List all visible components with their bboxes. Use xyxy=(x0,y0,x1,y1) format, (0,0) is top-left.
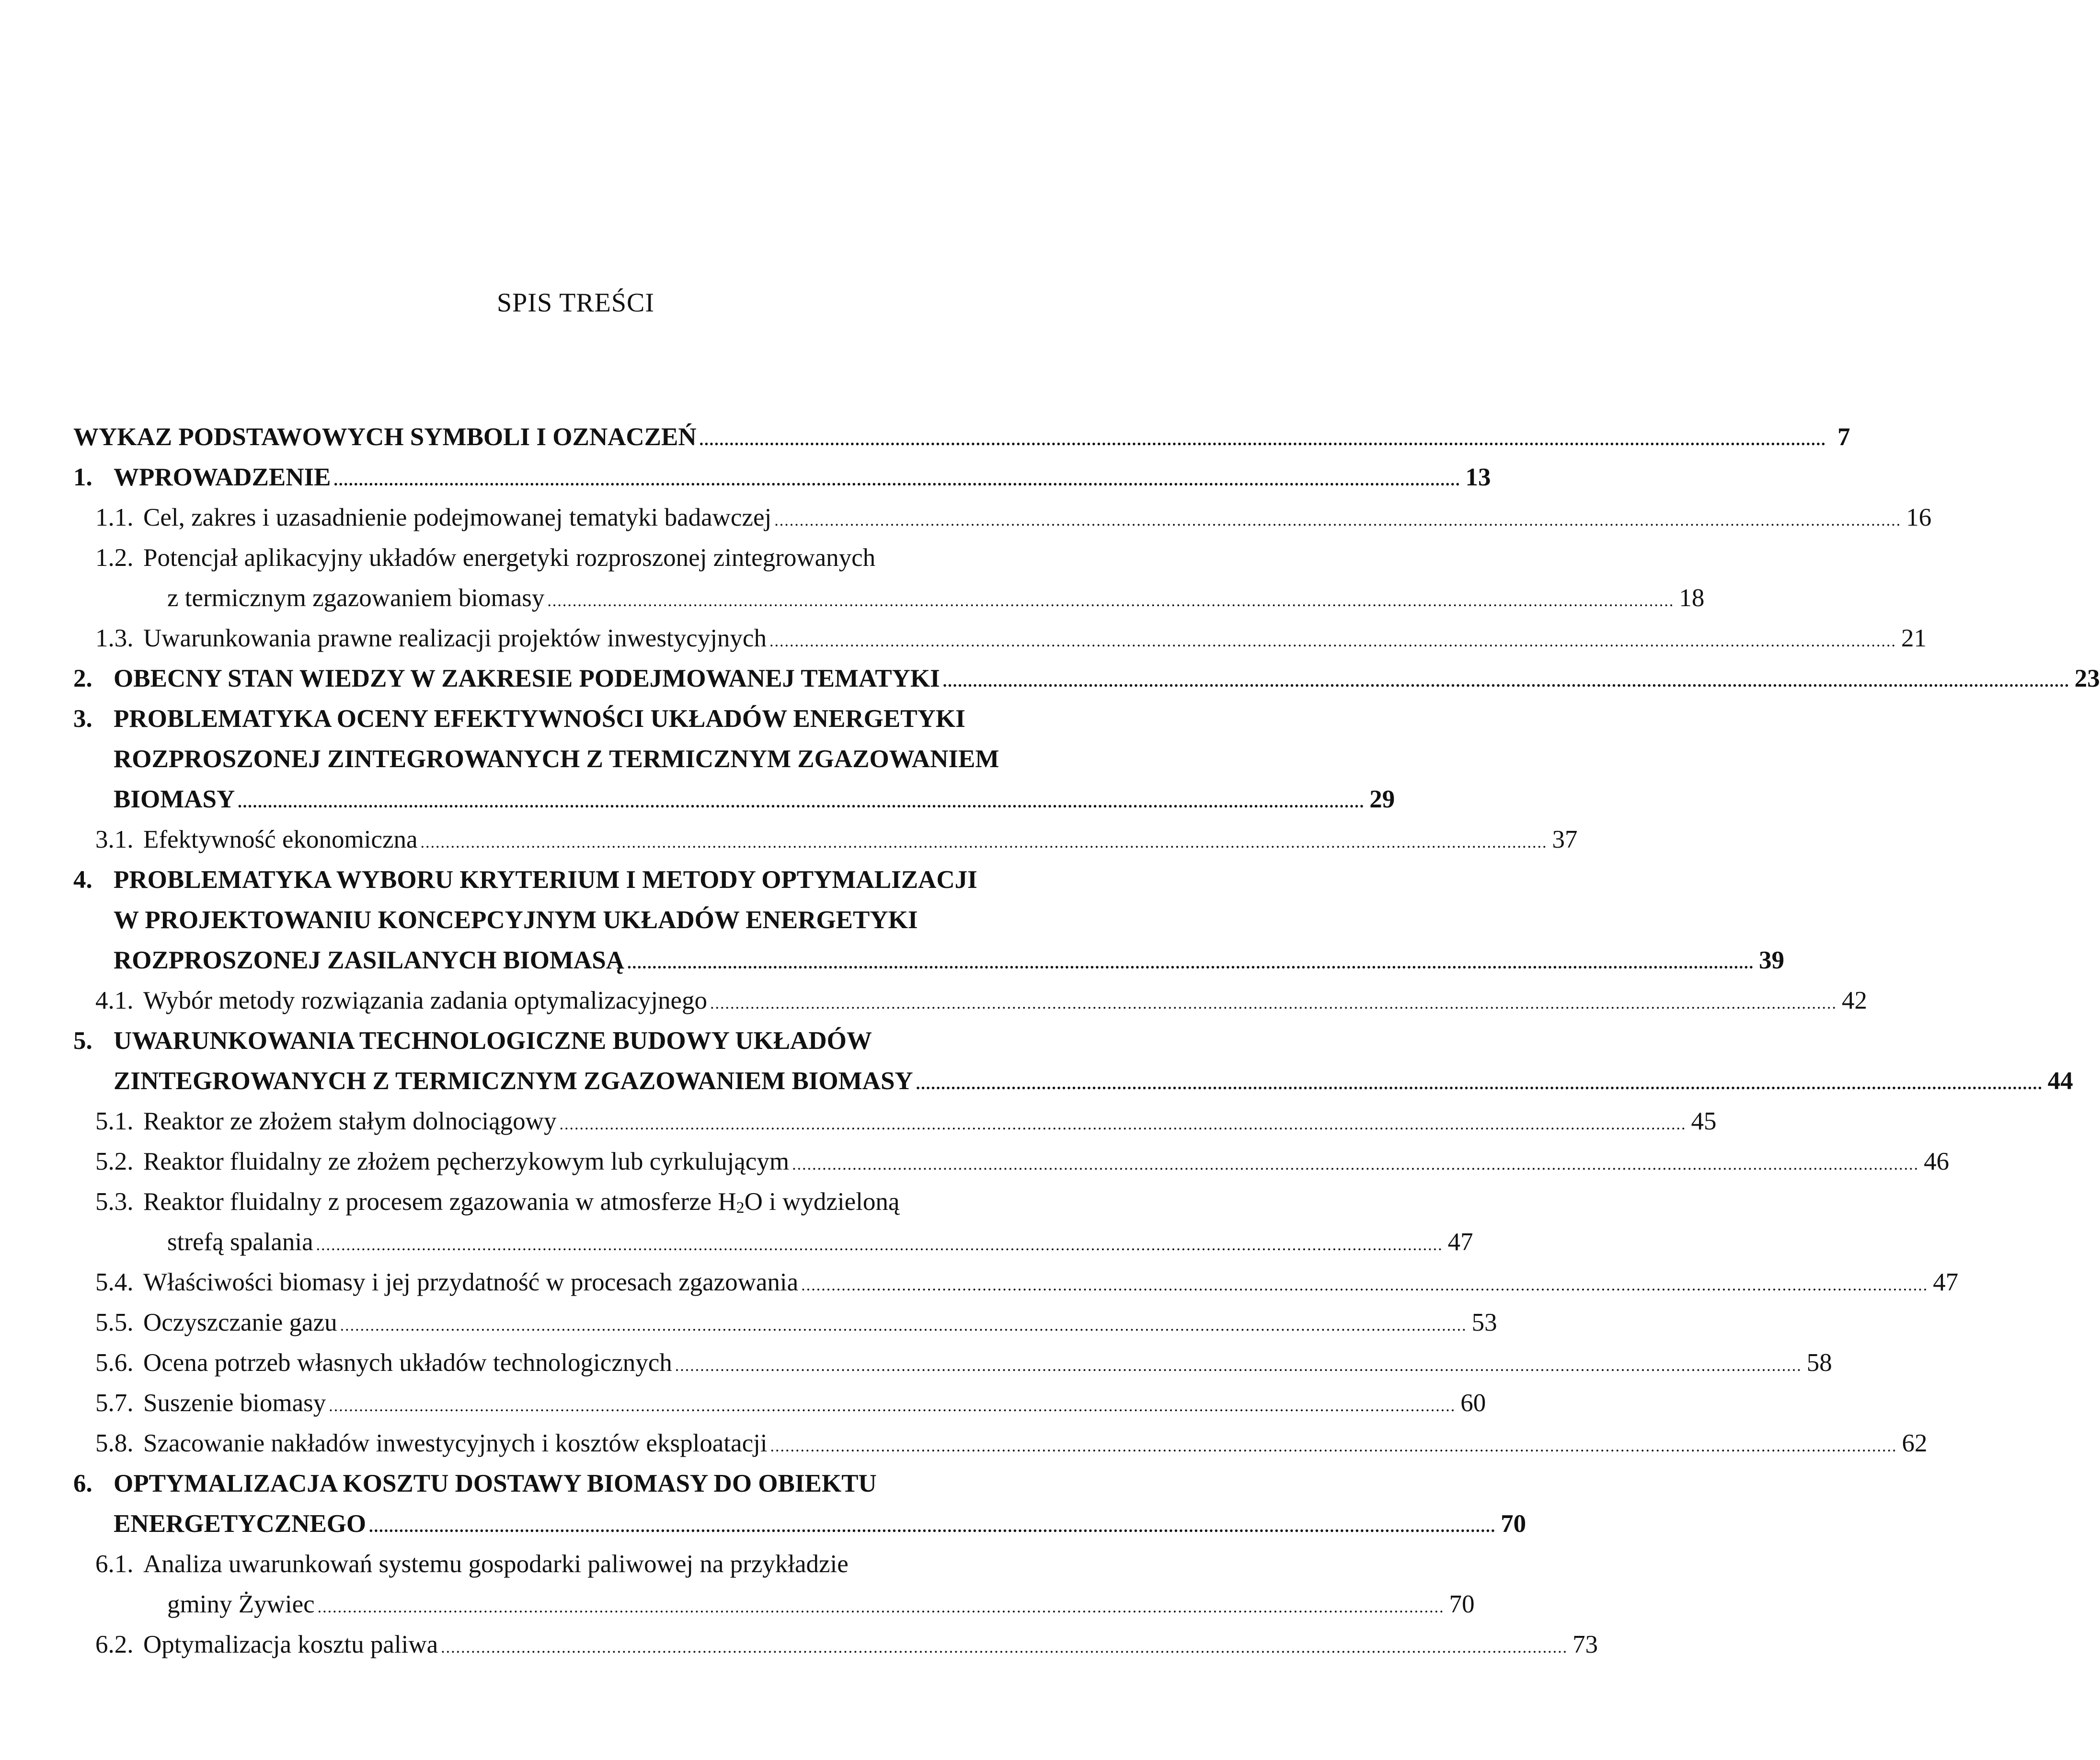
toc-entry[interactable] xyxy=(73,1262,1959,1302)
toc-entry-label: UWARUNKOWANIA TECHNOLOGICZNE BUDOWY UKŁADÓW xyxy=(114,1027,872,1055)
toc-entry-label: Cel, zakres i uzasadnienie podejmowanej tematyki badawczej xyxy=(143,504,772,531)
leader-dots: ................................................................................................................................................................................................................................ xyxy=(559,1116,1687,1133)
leader-dots: ................................................................................................................................................................................................................................ xyxy=(916,1075,2043,1093)
toc-entry[interactable] xyxy=(73,417,1850,457)
leader-dots: ................................................................................................................................................................................................................................ xyxy=(770,1438,1897,1455)
leader-dots: ................................................................................................................................................................................................................................ xyxy=(547,592,1675,610)
toc-entry[interactable] xyxy=(73,980,1868,1021)
toc-entry-label: ROZPROSZONEJ ZASILANYCH BIOMASĄ xyxy=(114,946,625,974)
toc-entry[interactable] xyxy=(73,819,1578,860)
leader-dots: ................................................................................................................................................................................................................................ xyxy=(627,955,1755,972)
toc-entry[interactable] xyxy=(73,1141,1950,1182)
toc-entry-page: 29 xyxy=(1369,785,1395,813)
toc-entry-page: 18 xyxy=(1679,584,1705,612)
toc-entry-page: 47 xyxy=(1933,1268,1959,1296)
toc-entry-label: Reaktor ze złożem stałym dolnociągowy xyxy=(143,1107,557,1135)
leader-dots: ................................................................................................................................................................................................................................ xyxy=(942,673,2070,690)
leader-dots: ................................................................................................................................................................................................................................ xyxy=(333,472,1461,489)
toc-entry-label: Potencjał aplikacyjny układów energetyki rozproszonej zintegrowanych xyxy=(143,544,876,572)
toc-entry[interactable] xyxy=(73,1463,1060,1504)
toc-entry-label: strefą spalania xyxy=(167,1228,313,1256)
toc-entry[interactable] xyxy=(73,1423,1928,1463)
toc-entry-number: 1. xyxy=(73,463,92,491)
toc-entry-label: Wybór metody rozwiązania zadania optymalizacyjnego xyxy=(143,987,708,1014)
leader-dots: ................................................................................................................................................................................................................................ xyxy=(316,1236,1443,1254)
leader-dots: ................................................................................................................................................................................................................................ xyxy=(699,431,1826,449)
toc-entry-number: 5.3. xyxy=(95,1188,134,1216)
toc-entry-label: WPROWADZENIE xyxy=(114,463,331,491)
toc-entry-page: 73 xyxy=(1572,1631,1598,1658)
toc-entry-label: PROBLEMATYKA OCENY EFEKTYWNOŚCI UKŁADÓW ENERGETYKI xyxy=(114,705,965,733)
toc-entry[interactable] xyxy=(73,1383,1486,1423)
toc-entry-number: 5.8. xyxy=(95,1429,134,1457)
table-of-contents xyxy=(73,417,2100,1665)
toc-entry-continuation[interactable] xyxy=(73,578,1705,618)
leader-dots: ................................................................................................................................................................................................................................ xyxy=(441,1639,1568,1656)
toc-entry-label: PROBLEMATYKA WYBORU KRYTERIUM I METODY OPTYMALIZACJI xyxy=(114,866,977,894)
toc-entry[interactable] xyxy=(73,457,1491,497)
toc-entry-number: 5.2. xyxy=(95,1148,134,1175)
subscript: 2 xyxy=(736,1199,745,1217)
toc-entry-label: Reaktor fluidalny ze złożem pęcherzykowym lub cyrkulującym xyxy=(143,1148,790,1175)
toc-entry-continuation[interactable] xyxy=(73,779,1395,819)
toc-entry-page: 21 xyxy=(1901,624,1927,652)
toc-entry-page: 62 xyxy=(1902,1429,1928,1457)
toc-entry-page: 45 xyxy=(1691,1107,1717,1135)
toc-entry-number: 3.1. xyxy=(95,826,134,853)
toc-entry[interactable] xyxy=(73,1021,1060,1061)
page-title: SPIS TREŚCI xyxy=(497,288,654,318)
toc-entry-page: 16 xyxy=(1906,504,1932,531)
toc-entry-label: WYKAZ PODSTAWOWYCH SYMBOLI I OZNACZEŃ xyxy=(73,423,697,451)
toc-entry[interactable] xyxy=(73,1182,1060,1222)
label-text: Reaktor fluidalny z procesem zgazowania w atmosferze H xyxy=(143,1188,736,1216)
toc-entry-label: Optymalizacja kosztu paliwa xyxy=(143,1631,438,1658)
toc-entry[interactable] xyxy=(73,658,2100,699)
toc-entry-page: 13 xyxy=(1465,463,1491,491)
toc-entry-number: 1.1. xyxy=(95,504,134,531)
toc-entry-number: 1.2. xyxy=(95,544,134,572)
toc-entry-label: OPTYMALIZACJA KOSZTU DOSTAWY BIOMASY DO OBIEKTU xyxy=(114,1470,877,1497)
toc-entry-label: OBECNY STAN WIEDZY W ZAKRESIE PODEJMOWANEJ TEMATYKI xyxy=(114,665,940,692)
toc-entry-label: Ocena potrzeb własnych układów technologicznych xyxy=(143,1349,672,1377)
leader-dots: ................................................................................................................................................................................................................................ xyxy=(792,1156,1919,1173)
toc-entry-label: ROZPROSZONEJ ZINTEGROWANYCH Z TERMICZNYM ZGAZOWANIEM xyxy=(114,745,999,773)
toc-entry-continuation[interactable] xyxy=(73,1222,1473,1262)
toc-entry-number: 5.5. xyxy=(95,1309,134,1336)
toc-entry-page: 39 xyxy=(1759,946,1785,974)
toc-entry-number: 6. xyxy=(73,1470,92,1497)
toc-entry-label: Uwarunkowania prawne realizacji projektów inwestycyjnych xyxy=(143,624,767,652)
toc-entry-page: 44 xyxy=(2047,1067,2073,1095)
toc-entry-number: 1.3. xyxy=(95,624,134,652)
toc-entry-label: gminy Żywiec xyxy=(167,1590,315,1618)
leader-dots: ................................................................................................................................................................................................................................ xyxy=(329,1397,1456,1415)
toc-entry-number: 5. xyxy=(73,1027,92,1055)
leader-dots: ................................................................................................................................................................................................................................ xyxy=(675,1357,1802,1375)
toc-entry-label: ENERGETYCZNEGO xyxy=(114,1510,367,1538)
toc-entry-label: Analiza uwarunkowań systemu gospodarki paliwowej na przykładzie xyxy=(143,1550,849,1578)
toc-entry-label: ZINTEGROWANYCH Z TERMICZNYM ZGAZOWANIEM BIOMASY xyxy=(114,1067,913,1095)
toc-entry-continuation[interactable] xyxy=(73,940,1785,980)
toc-entry-page: 70 xyxy=(1501,1510,1526,1538)
toc-entry-page: 60 xyxy=(1460,1389,1486,1417)
toc-entry-label: BIOMASY xyxy=(114,785,235,813)
toc-entry-number: 5.1. xyxy=(95,1107,134,1135)
leader-dots: ................................................................................................................................................................................................................................ xyxy=(369,1518,1496,1536)
toc-entry-page: 42 xyxy=(1842,987,1868,1014)
toc-entry[interactable] xyxy=(73,538,1060,578)
leader-dots: ................................................................................................................................................................................................................................ xyxy=(774,512,1902,529)
label-text: O i wydzieloną xyxy=(744,1188,900,1216)
toc-entry-label: Suszenie biomasy xyxy=(143,1389,326,1417)
toc-entry-number: 6.1. xyxy=(95,1550,134,1578)
leader-dots: ................................................................................................................................................................................................................................ xyxy=(317,1599,1445,1616)
toc-entry-number: 4. xyxy=(73,866,92,894)
toc-entry-label: W PROJEKTOWANIU KONCEPCYJNYM UKŁADÓW ENERGETYKI xyxy=(114,906,918,934)
toc-entry[interactable] xyxy=(73,497,1932,538)
toc-entry-page: 37 xyxy=(1552,826,1578,853)
toc-entry[interactable] xyxy=(73,1544,1060,1584)
toc-entry-label: Oczyszczanie gazu xyxy=(143,1309,337,1336)
toc-entry[interactable] xyxy=(73,1101,1717,1141)
toc-entry-number: 5.4. xyxy=(95,1268,134,1296)
toc-entry[interactable] xyxy=(73,1343,1832,1383)
toc-entry-number: 5.7. xyxy=(95,1389,134,1417)
leader-dots: ................................................................................................................................................................................................................................ xyxy=(420,834,1548,851)
toc-entry-number: 3. xyxy=(73,705,92,733)
leader-dots: ................................................................................................................................................................................................................................ xyxy=(801,1277,1928,1294)
leader-dots: ................................................................................................................................................................................................................................ xyxy=(238,794,1365,811)
toc-entry[interactable] xyxy=(73,1624,1598,1665)
toc-entry-page: 23 xyxy=(2074,665,2100,692)
toc-entry-page: 53 xyxy=(1471,1309,1497,1336)
toc-entry-label: Szacowanie nakładów inwestycyjnych i kosztów eksploatacji xyxy=(143,1429,768,1457)
toc-entry[interactable] xyxy=(73,1302,1497,1343)
toc-entry-continuation[interactable] xyxy=(73,1061,2073,1101)
toc-entry-page: 70 xyxy=(1449,1590,1475,1618)
toc-entry-continuation[interactable] xyxy=(73,739,1060,779)
toc-entry-continuation[interactable] xyxy=(73,900,1060,940)
toc-entry-number: 6.2. xyxy=(95,1631,134,1658)
toc-entry-label xyxy=(143,1182,899,1222)
toc-entry[interactable] xyxy=(73,618,1927,658)
toc-entry-number: 2. xyxy=(73,665,92,692)
toc-entry-page: 47 xyxy=(1447,1228,1473,1256)
leader-dots: ................................................................................................................................................................................................................................ xyxy=(710,995,1837,1012)
toc-entry[interactable] xyxy=(73,860,1060,900)
toc-entry-label: Efektywność ekonomiczna xyxy=(143,826,418,853)
toc-entry-label: Właściwości biomasy i jej przydatność w procesach zgazowania xyxy=(143,1268,799,1296)
toc-entry-number: 5.6. xyxy=(95,1349,134,1377)
toc-entry-page: 58 xyxy=(1806,1349,1832,1377)
leader-dots: ................................................................................................................................................................................................................................ xyxy=(340,1317,1467,1334)
toc-entry-continuation[interactable] xyxy=(73,1504,1526,1544)
leader-dots: ................................................................................................................................................................................................................................ xyxy=(769,633,1896,650)
toc-entry-label: z termicznym zgazowaniem biomasy xyxy=(167,584,545,612)
toc-entry[interactable] xyxy=(73,699,1060,739)
toc-entry-continuation[interactable] xyxy=(73,1584,1475,1624)
toc-entry-page: 46 xyxy=(1924,1148,1950,1175)
toc-entry-number: 4.1. xyxy=(95,987,134,1014)
toc-entry-page: 7 xyxy=(1837,423,1850,451)
